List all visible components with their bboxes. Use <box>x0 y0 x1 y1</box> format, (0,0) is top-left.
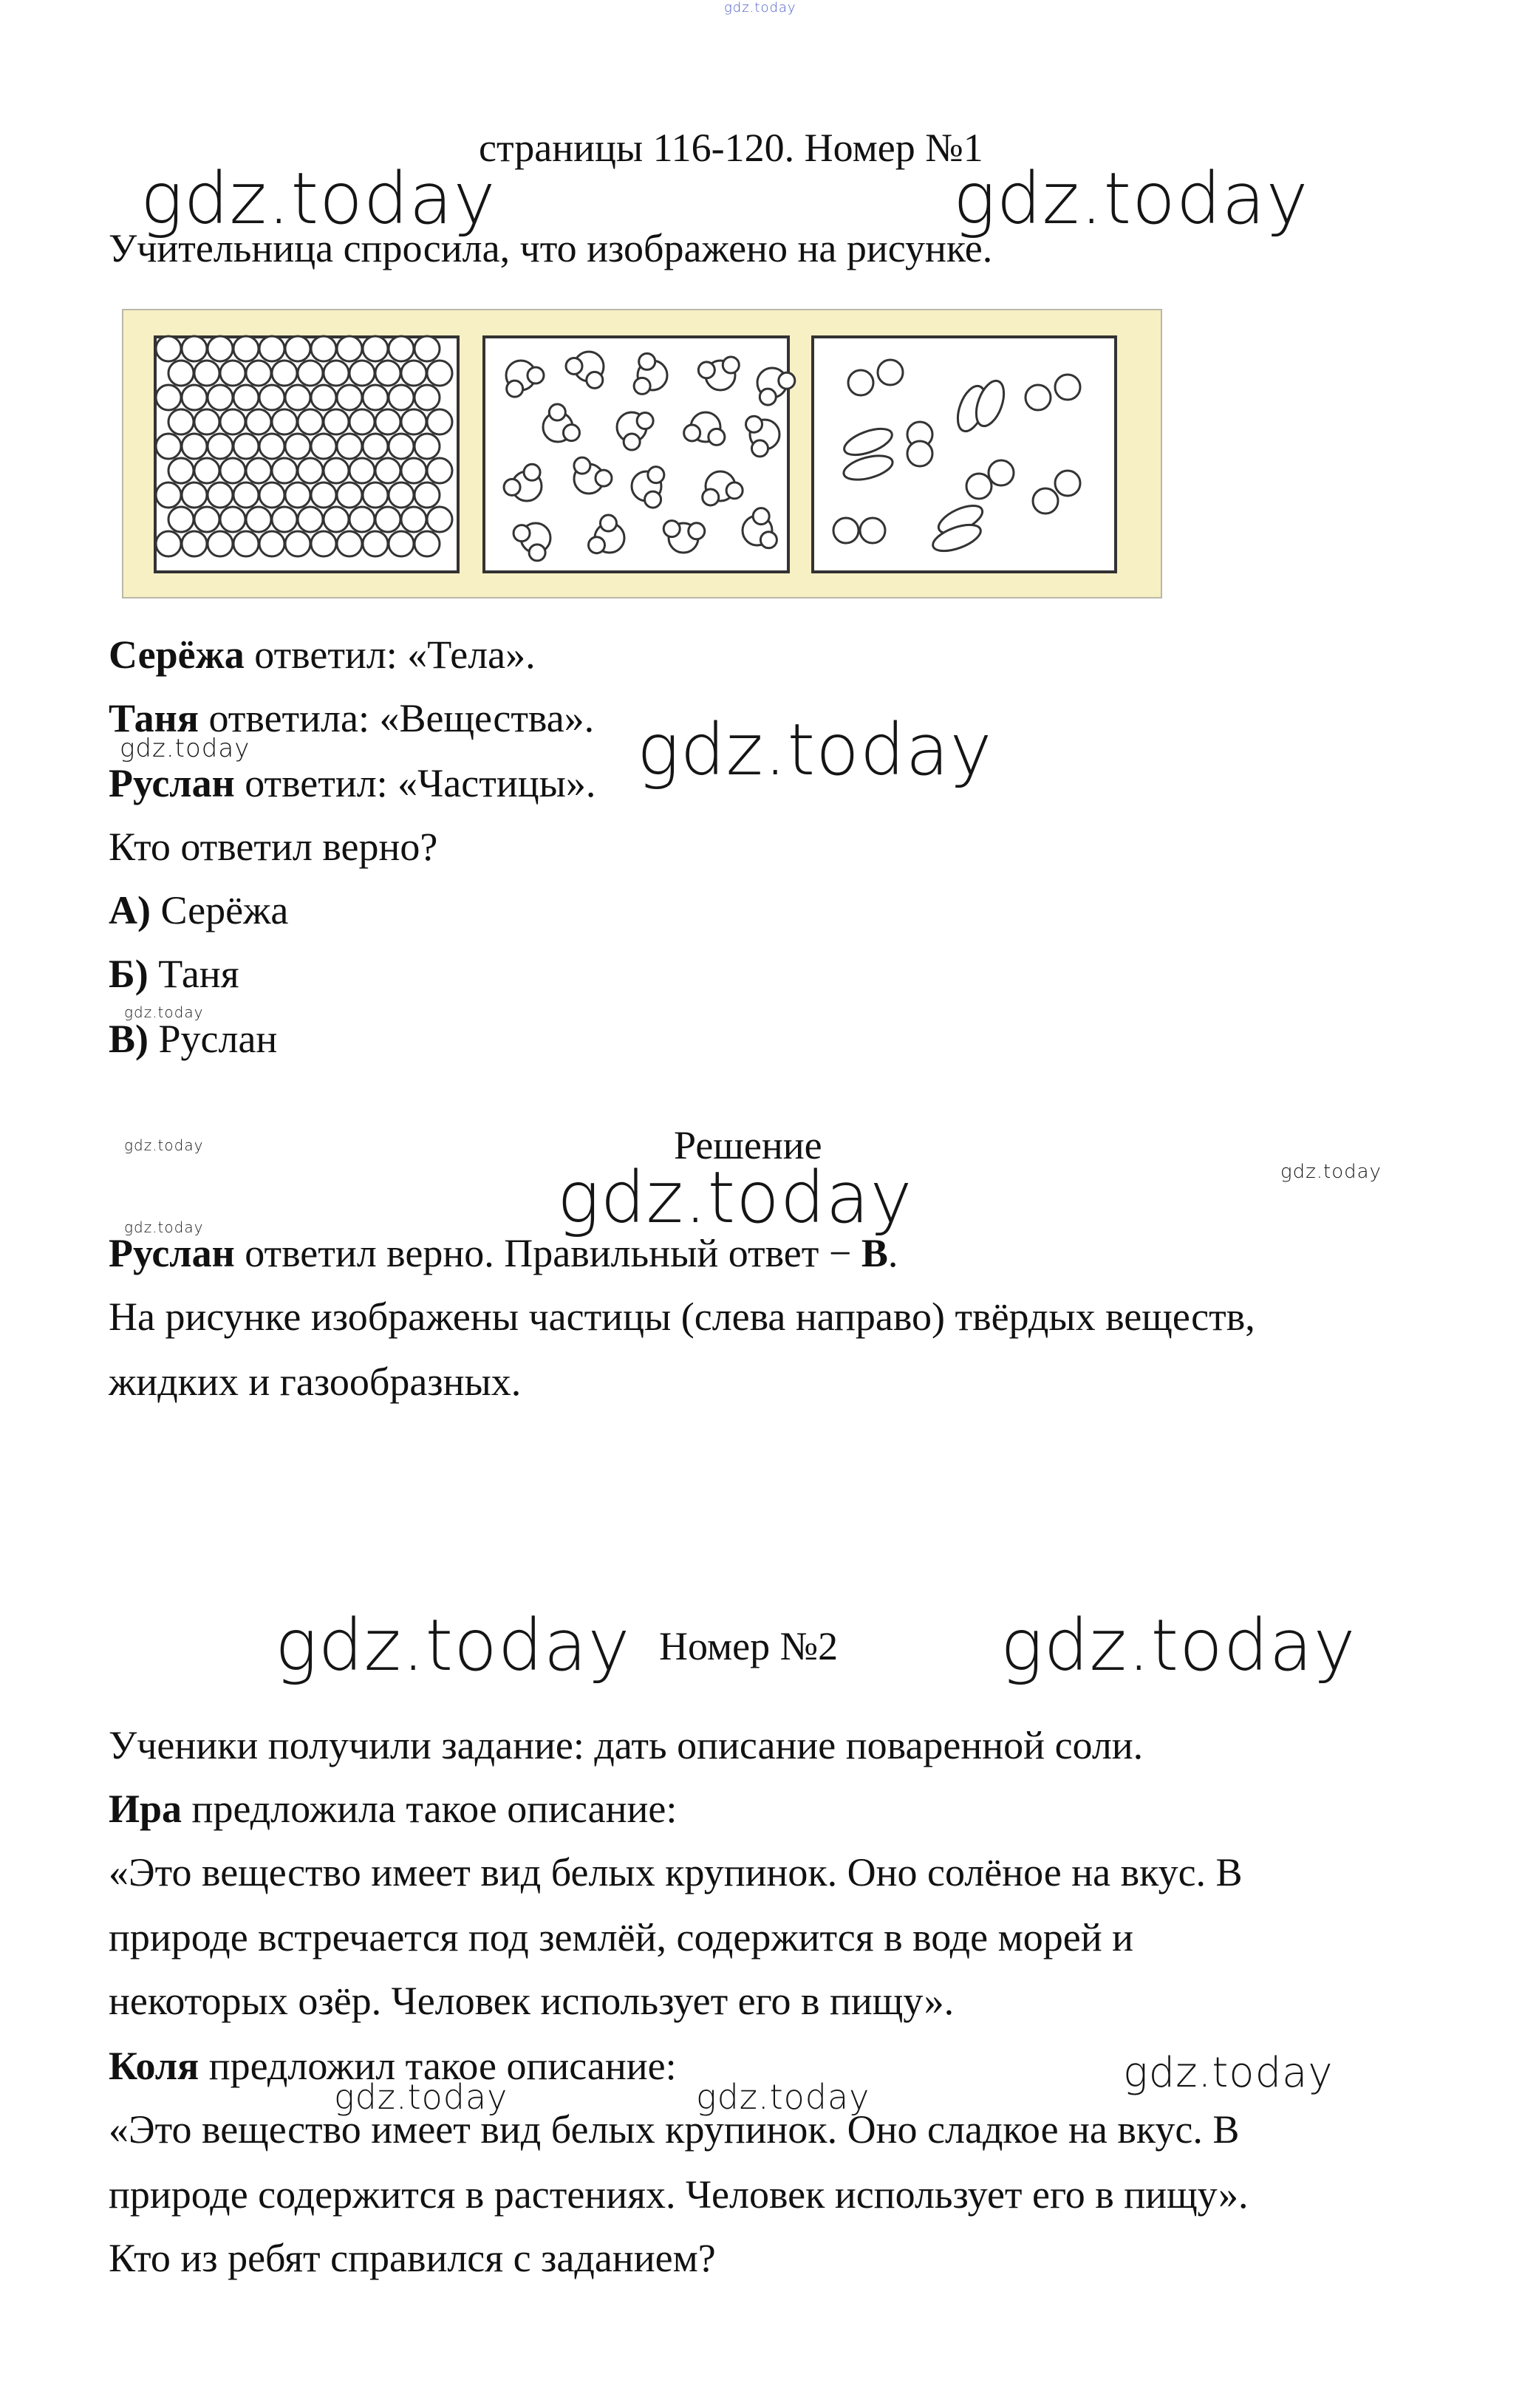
molecule-atom <box>566 358 582 374</box>
molecule-atom <box>596 470 612 486</box>
kolya-desc-line: природе содержится в растениях. Человек использует его в пищу». <box>109 2172 1249 2217</box>
watermark: gdz.today <box>275 1604 631 1687</box>
task1-question: Кто ответил верно? <box>109 825 438 869</box>
solid-particle <box>311 336 336 361</box>
solid-particle <box>194 458 219 483</box>
molecule-atom <box>760 389 776 405</box>
molecule-atom <box>637 413 653 429</box>
task1-heading: страницы 116-120. Номер №1 <box>479 126 983 170</box>
solid-particle <box>259 531 284 556</box>
solid-particle <box>298 507 323 532</box>
solid-particle <box>427 409 452 434</box>
molecule-atom <box>529 545 545 561</box>
solid-particle <box>375 409 400 434</box>
watermark: gdz.today <box>696 2077 870 2117</box>
solid-particle <box>389 531 414 556</box>
molecule-atom <box>726 482 743 499</box>
solid-particle <box>156 434 181 459</box>
solid-particle <box>337 385 362 410</box>
solid-particle <box>194 507 219 532</box>
solid-particle <box>324 361 349 386</box>
molecule-atom <box>698 362 714 378</box>
solid-particle <box>363 482 388 508</box>
watermark: gdz.today <box>953 157 1309 240</box>
answer-seryozha: Серёжа ответил: «Тела». <box>109 632 536 677</box>
solid-particle <box>233 482 259 508</box>
particles-figure <box>122 309 1162 598</box>
watermark: gdz.today <box>557 1156 913 1239</box>
solid-particle <box>414 336 440 361</box>
solid-particle <box>337 531 362 556</box>
watermark: gdz.today <box>334 2077 508 2117</box>
molecule-atom <box>589 537 605 553</box>
solid-particle <box>208 385 233 410</box>
watermark: gdz.today <box>124 1003 204 1021</box>
gas-atom <box>1033 488 1058 514</box>
solid-particle <box>208 531 233 556</box>
ira-desc-line: «Это вещество имеет вид белых крупинок. Оно солёное на вкус. В <box>109 1850 1243 1894</box>
solid-particle <box>349 361 375 386</box>
solid-particle <box>285 336 310 361</box>
solid-particle <box>349 458 375 483</box>
solid-particle <box>311 531 336 556</box>
solid-particle <box>156 385 181 410</box>
solid-particle <box>182 385 207 410</box>
liquid-particles-panel <box>484 337 795 572</box>
molecule-atom <box>507 381 523 397</box>
solid-particle <box>168 409 194 434</box>
task2-heading: Номер №2 <box>659 1624 839 1668</box>
solid-particle <box>259 434 284 459</box>
molecule-atom <box>723 357 739 373</box>
solid-particle <box>285 531 310 556</box>
molecule-atom <box>779 372 795 389</box>
solid-particle <box>246 507 271 532</box>
watermark: gdz.today <box>140 157 496 240</box>
solution-text: Руслан ответил верно. Правильный ответ − В. <box>109 1231 898 1275</box>
solid-particle <box>311 482 336 508</box>
solid-particle <box>363 336 388 361</box>
solid-particle <box>272 458 297 483</box>
solid-particle <box>349 409 375 434</box>
molecule-atom <box>634 378 650 394</box>
ira-intro: Ира предложила такое описание: <box>109 1787 678 1831</box>
solid-particle <box>220 507 245 532</box>
gas-atom <box>878 360 903 385</box>
explanation-line2: жидких и газообразных. <box>109 1360 522 1404</box>
solid-particle <box>220 409 245 434</box>
solid-particle <box>389 434 414 459</box>
molecule-atom <box>760 532 777 548</box>
solid-particle <box>182 531 207 556</box>
gas-atom <box>1055 471 1080 496</box>
gas-molecule <box>907 422 932 466</box>
watermark-top: gdz.today <box>724 0 796 16</box>
solid-particle <box>375 361 400 386</box>
solid-particle <box>259 336 284 361</box>
solid-particle <box>220 361 245 386</box>
solid-particle <box>311 434 336 459</box>
gas-atom <box>1026 385 1051 410</box>
answer-ruslan: Руслан ответил: «Частицы». <box>109 761 596 805</box>
molecule-atom <box>574 457 590 474</box>
ira-desc-line: некоторых озёр. Человек использует его в пищу». <box>109 1979 955 2023</box>
solid-particle <box>337 336 362 361</box>
molecule-atom <box>513 525 530 542</box>
solid-particle <box>414 385 440 410</box>
molecule-atom <box>549 404 565 420</box>
option-b: Б) Таня <box>109 952 239 996</box>
solid-particle <box>298 409 323 434</box>
solid-particle <box>194 409 219 434</box>
molecule-atom <box>663 521 680 537</box>
solid-particle <box>414 434 440 459</box>
task2-question: Кто из ребят справился с заданием? <box>109 2236 716 2280</box>
gas-atom <box>833 518 859 543</box>
solid-particle <box>337 482 362 508</box>
solid-particle <box>298 361 323 386</box>
solid-particle <box>233 434 259 459</box>
task1-question-intro: Учительница спросила, что изображено на рисунке. <box>109 226 993 270</box>
solid-particle <box>363 434 388 459</box>
molecule-atom <box>753 508 769 525</box>
molecule-atom <box>689 523 705 539</box>
solid-particle <box>389 336 414 361</box>
watermark: gdz.today <box>120 734 250 763</box>
watermark: gdz.today <box>124 1218 204 1236</box>
gas-atom <box>848 370 873 395</box>
solid-particle <box>401 409 426 434</box>
kolya-desc-line: «Это вещество имеет вид белых крупинок. Оно сладкое на вкус. В <box>109 2107 1240 2152</box>
solid-particle <box>414 482 440 508</box>
solid-particle <box>233 531 259 556</box>
gas-atom <box>860 518 885 543</box>
solid-particle <box>156 336 181 361</box>
solid-particle <box>324 507 349 532</box>
solid-particle <box>156 482 181 508</box>
molecule-atom <box>639 353 655 369</box>
molecule-atom <box>751 440 768 457</box>
solid-particle <box>194 361 219 386</box>
solid-particle <box>233 336 259 361</box>
solid-particle <box>401 507 426 532</box>
solid-particle <box>427 361 452 386</box>
explanation-line1: На рисунке изображены частицы (слева направо) твёрдых веществ, <box>109 1295 1255 1339</box>
molecule-atom <box>587 372 603 388</box>
molecule-atom <box>600 515 616 531</box>
solid-particle <box>208 336 233 361</box>
solid-particle <box>414 531 440 556</box>
watermark: gdz.today <box>1280 1161 1382 1183</box>
ira-desc-line: природе встречается под землёй, содержится в воде морей и <box>109 1915 1134 1960</box>
solid-particle <box>182 482 207 508</box>
molecule-atom <box>504 479 520 495</box>
solid-particle <box>427 507 452 532</box>
solid-particle <box>259 385 284 410</box>
solid-particle <box>285 482 310 508</box>
gas-atom <box>907 441 932 466</box>
solid-particle <box>363 385 388 410</box>
molecule-atom <box>703 489 719 505</box>
solid-particle <box>220 458 245 483</box>
solid-particle <box>233 385 259 410</box>
molecule-atom <box>524 464 540 480</box>
solid-particle <box>337 434 362 459</box>
solid-particle <box>208 482 233 508</box>
solid-particle <box>246 361 271 386</box>
molecule-atom <box>624 434 640 450</box>
solid-particle <box>311 385 336 410</box>
watermark: gdz.today <box>1000 1604 1357 1687</box>
solid-particle <box>272 361 297 386</box>
solid-particle <box>375 458 400 483</box>
watermark: gdz.today <box>124 1136 204 1154</box>
solution-heading: Решение <box>674 1123 822 1167</box>
solid-particle <box>285 385 310 410</box>
solid-particles-panel <box>155 336 458 572</box>
solid-particle <box>246 409 271 434</box>
solid-particle <box>259 482 284 508</box>
solid-particle <box>246 458 271 483</box>
kolya-intro: Коля предложил такое описание: <box>109 2044 677 2088</box>
solid-particle <box>324 409 349 434</box>
solid-particle <box>156 531 181 556</box>
watermark: gdz.today <box>637 709 993 791</box>
solid-particle <box>389 385 414 410</box>
gas-atom <box>989 460 1014 485</box>
solid-particle <box>272 409 297 434</box>
solid-particle <box>298 458 323 483</box>
solid-particle <box>182 336 207 361</box>
solid-particle <box>324 458 349 483</box>
solid-particle <box>168 507 194 532</box>
solid-particle <box>168 361 194 386</box>
solid-particle <box>363 531 388 556</box>
solid-particle <box>375 507 400 532</box>
option-a: А) Серёжа <box>109 888 289 932</box>
molecule-atom <box>645 491 661 508</box>
solid-particle <box>168 458 194 483</box>
molecule-atom <box>563 425 579 441</box>
gas-particles-panel <box>813 337 1116 572</box>
molecule-atom <box>648 467 664 483</box>
gas-atom <box>1055 375 1080 400</box>
solid-particle <box>427 458 452 483</box>
molecule-atom <box>684 425 700 441</box>
option-v: В) Руслан <box>109 1017 278 1061</box>
solid-particle <box>182 434 207 459</box>
solid-particle <box>272 507 297 532</box>
gas-atom <box>966 474 992 499</box>
solid-particle <box>208 434 233 459</box>
solid-particle <box>285 434 310 459</box>
task2-intro: Ученики получили задание: дать описание поваренной соли. <box>109 1723 1144 1767</box>
solid-particle <box>389 482 414 508</box>
molecule-atom <box>709 429 725 445</box>
molecule-atom <box>746 416 762 432</box>
solid-particle <box>401 458 426 483</box>
solid-particle <box>349 507 375 532</box>
answer-tanya: Таня ответила: «Вещества». <box>109 696 595 740</box>
solid-particle <box>401 361 426 386</box>
watermark: gdz.today <box>1123 2049 1334 2097</box>
molecule-atom <box>528 367 544 383</box>
